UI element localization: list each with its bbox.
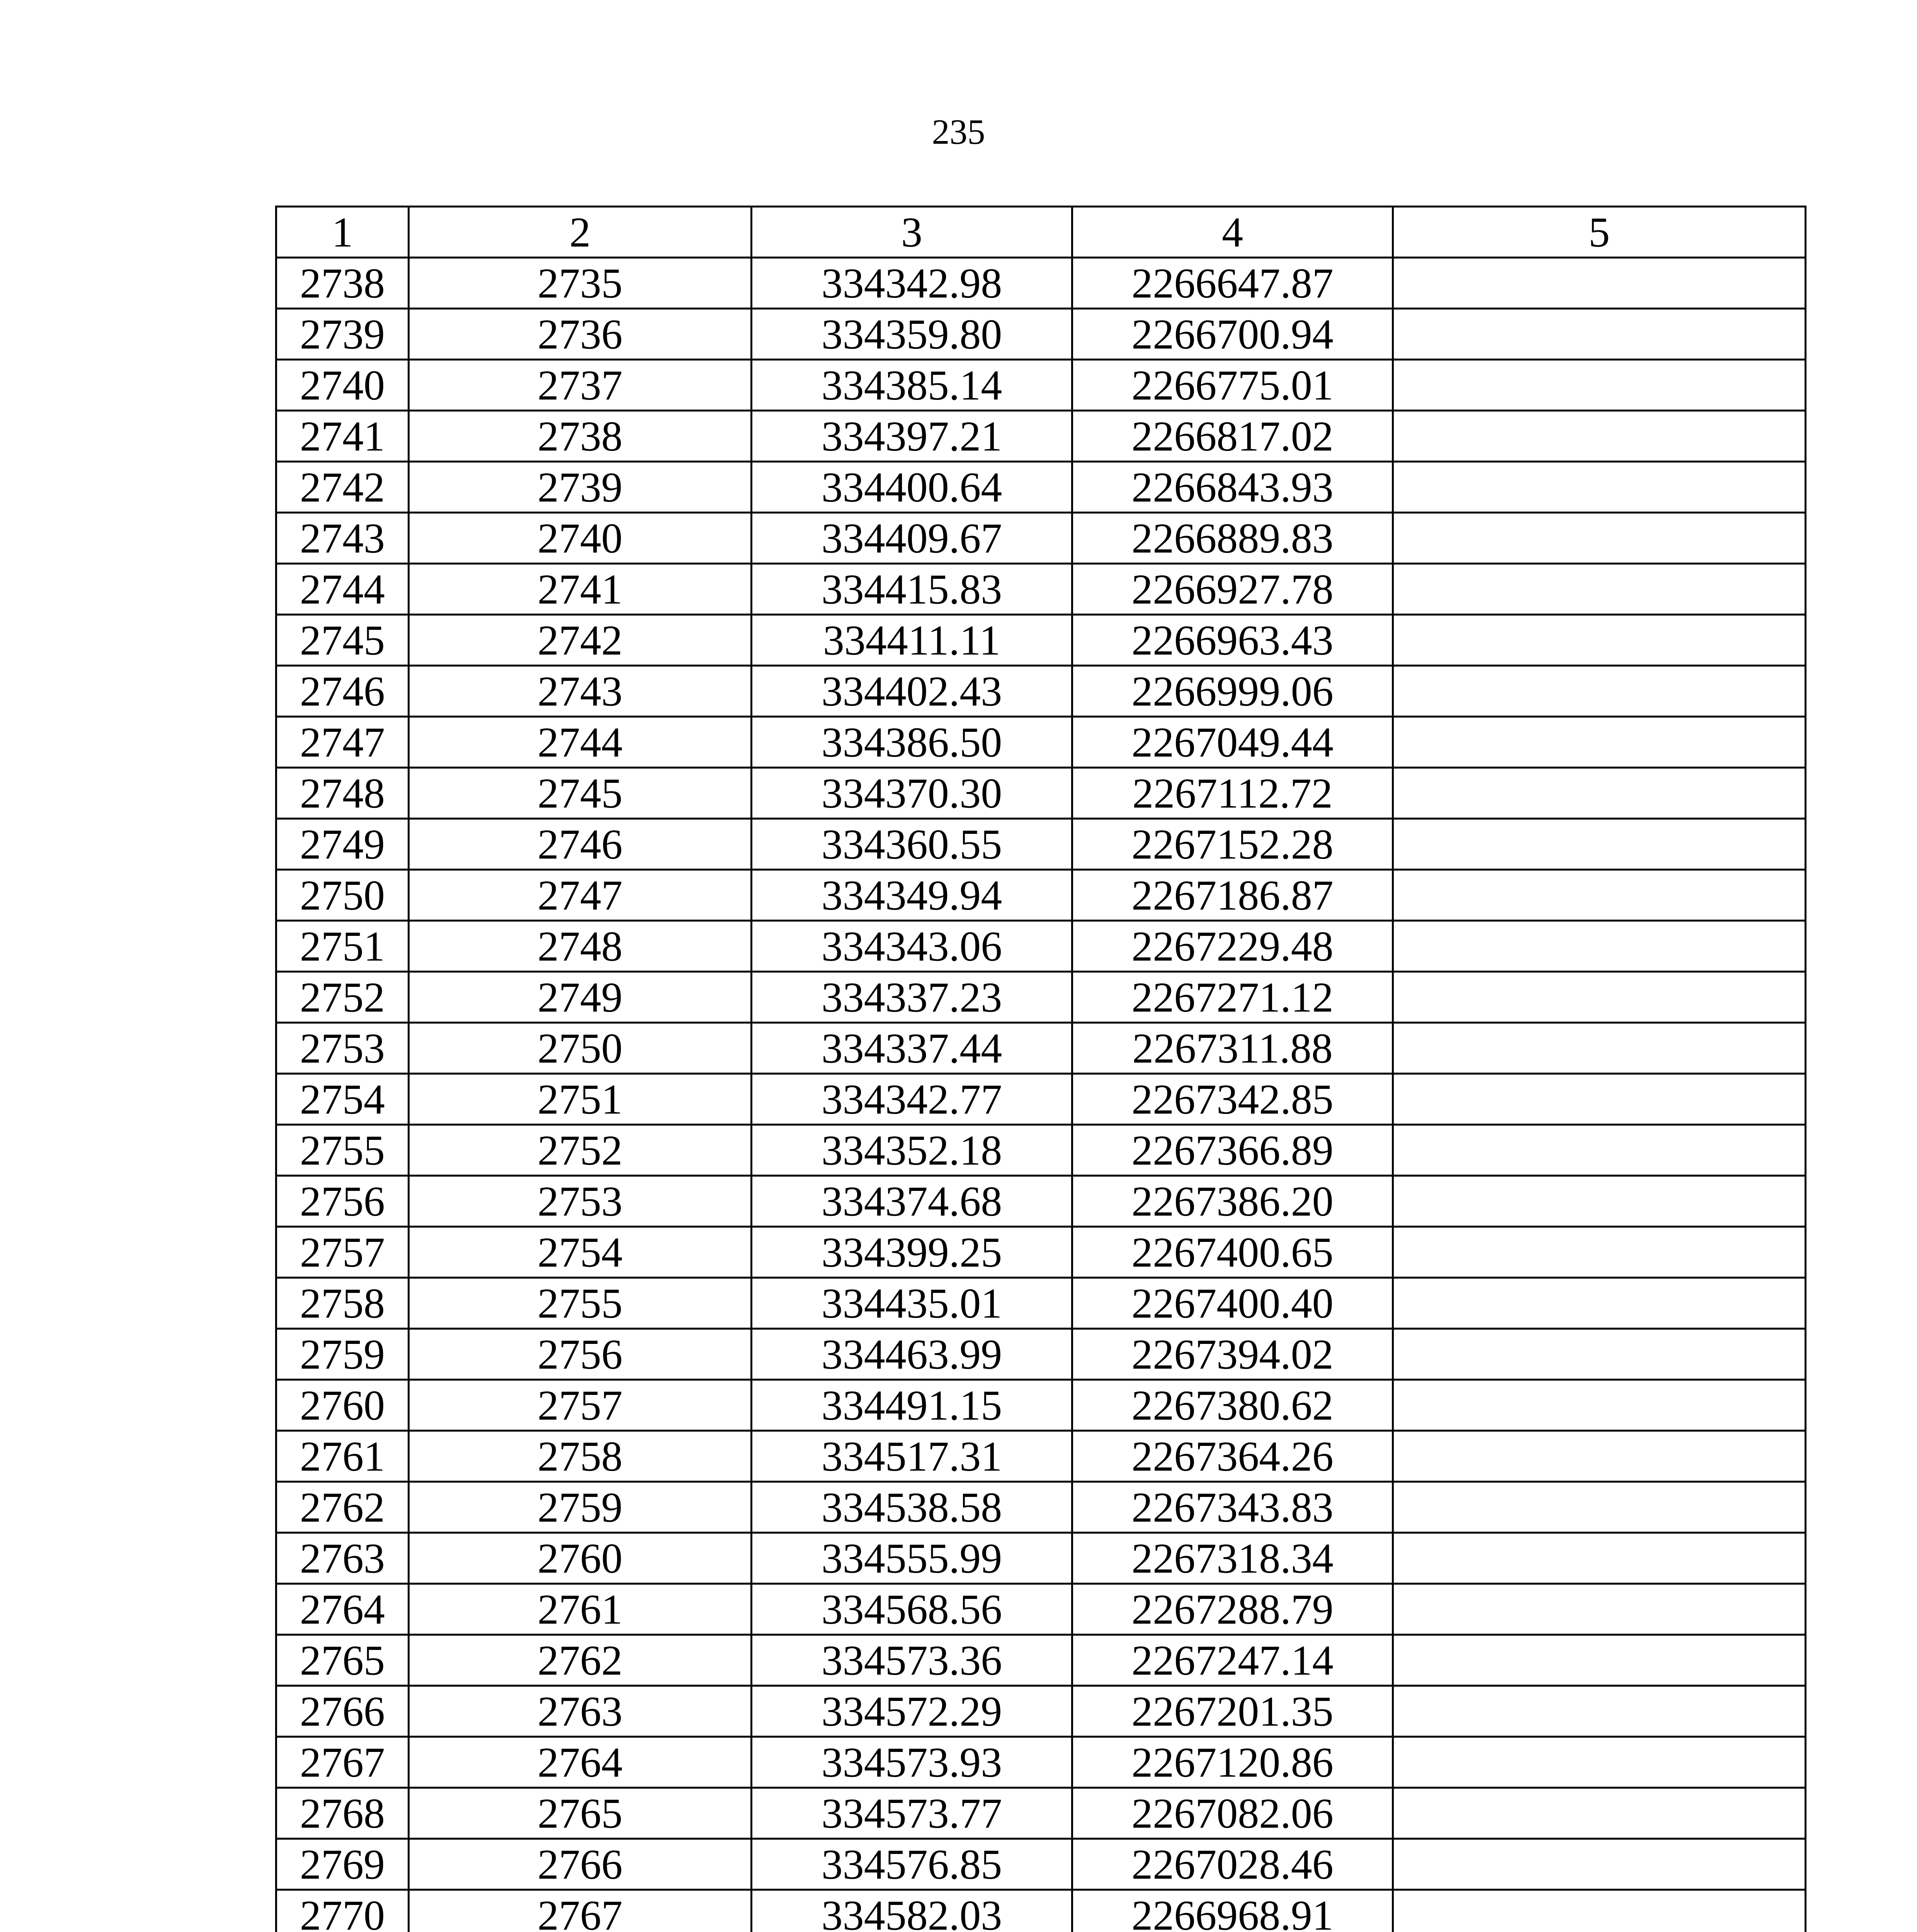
table-cell: 2764 xyxy=(409,1737,752,1788)
table-cell: 2747 xyxy=(276,717,409,768)
table-cell: 2266775.01 xyxy=(1072,360,1393,411)
table-cell: 334409.67 xyxy=(752,513,1072,564)
table-cell: 334360.55 xyxy=(752,819,1072,870)
column-header: 5 xyxy=(1393,207,1806,258)
table-cell xyxy=(1393,717,1806,768)
table-cell xyxy=(1393,666,1806,717)
table-row xyxy=(276,615,1806,666)
table-cell xyxy=(1393,513,1806,564)
table-cell: 2266817.02 xyxy=(1072,411,1393,462)
table-cell xyxy=(1393,1482,1806,1533)
table-cell: 334517.31 xyxy=(752,1431,1072,1482)
table-cell: 2749 xyxy=(276,819,409,870)
table-cell: 2266647.87 xyxy=(1072,258,1393,309)
table-cell: 334402.43 xyxy=(752,666,1072,717)
table-cell: 334573.36 xyxy=(752,1635,1072,1686)
table-cell: 2757 xyxy=(409,1380,752,1431)
table-cell xyxy=(1393,1329,1806,1380)
coordinates-table xyxy=(275,206,1806,1932)
table-row xyxy=(276,1278,1806,1329)
table-row xyxy=(276,921,1806,972)
table-row xyxy=(276,1890,1806,1932)
table-row xyxy=(276,819,1806,870)
table-row xyxy=(276,360,1806,411)
table-cell: 2266927.78 xyxy=(1072,564,1393,615)
table-cell xyxy=(1393,921,1806,972)
table-cell: 2768 xyxy=(276,1788,409,1839)
table-cell: 2757 xyxy=(276,1227,409,1278)
table-cell xyxy=(1393,1431,1806,1482)
table-cell: 2267247.14 xyxy=(1072,1635,1393,1686)
table-cell: 2266999.06 xyxy=(1072,666,1393,717)
table-row xyxy=(276,1584,1806,1635)
table-cell: 2745 xyxy=(409,768,752,819)
table-cell: 2740 xyxy=(276,360,409,411)
table-row xyxy=(276,1635,1806,1686)
table-cell: 2749 xyxy=(409,972,752,1023)
table-cell: 2267364.26 xyxy=(1072,1431,1393,1482)
table-cell: 2750 xyxy=(409,1023,752,1074)
table-cell xyxy=(1393,1890,1806,1932)
table-cell xyxy=(1393,819,1806,870)
table-cell: 2737 xyxy=(409,360,752,411)
table-row xyxy=(276,309,1806,360)
table-cell: 2267201.35 xyxy=(1072,1686,1393,1737)
table-cell: 2753 xyxy=(409,1176,752,1227)
table-cell: 334352.18 xyxy=(752,1125,1072,1176)
table-cell: 334349.94 xyxy=(752,870,1072,921)
table-cell: 2767 xyxy=(276,1737,409,1788)
table-row xyxy=(276,411,1806,462)
table-cell: 2267400.65 xyxy=(1072,1227,1393,1278)
table-cell: 2756 xyxy=(276,1176,409,1227)
table-cell: 2755 xyxy=(409,1278,752,1329)
table-cell: 334491.15 xyxy=(752,1380,1072,1431)
table-cell: 2266968.91 xyxy=(1072,1890,1393,1932)
table-cell: 334400.64 xyxy=(752,462,1072,513)
table-row xyxy=(276,1686,1806,1737)
table-row xyxy=(276,1431,1806,1482)
table-cell: 2738 xyxy=(276,258,409,309)
table-cell: 334572.29 xyxy=(752,1686,1072,1737)
table-cell: 2751 xyxy=(276,921,409,972)
table-cell: 2740 xyxy=(409,513,752,564)
table-cell: 2267343.83 xyxy=(1072,1482,1393,1533)
table-cell: 2766 xyxy=(276,1686,409,1737)
table-cell: 2744 xyxy=(276,564,409,615)
column-header: 1 xyxy=(276,207,409,258)
table-cell: 2744 xyxy=(409,717,752,768)
table-cell: 334359.80 xyxy=(752,309,1072,360)
table-cell xyxy=(1393,1074,1806,1125)
table-cell: 2769 xyxy=(276,1839,409,1890)
table-row xyxy=(276,666,1806,717)
table-cell xyxy=(1393,1686,1806,1737)
table-cell xyxy=(1393,1839,1806,1890)
table-cell: 334555.99 xyxy=(752,1533,1072,1584)
table-cell: 334385.14 xyxy=(752,360,1072,411)
table-cell xyxy=(1393,870,1806,921)
table-cell: 2267028.46 xyxy=(1072,1839,1393,1890)
table-cell: 2267152.28 xyxy=(1072,819,1393,870)
table-cell: 334573.77 xyxy=(752,1788,1072,1839)
table-cell: 2746 xyxy=(276,666,409,717)
table-row xyxy=(276,1329,1806,1380)
table-cell: 334337.44 xyxy=(752,1023,1072,1074)
table-row xyxy=(276,1839,1806,1890)
table-cell: 2767 xyxy=(409,1890,752,1932)
table-cell: 334342.77 xyxy=(752,1074,1072,1125)
table-cell xyxy=(1393,1125,1806,1176)
table-cell xyxy=(1393,1584,1806,1635)
table-cell xyxy=(1393,258,1806,309)
table-cell: 2735 xyxy=(409,258,752,309)
table-cell xyxy=(1393,615,1806,666)
table-cell: 2266963.43 xyxy=(1072,615,1393,666)
table-cell xyxy=(1393,462,1806,513)
table-cell: 2759 xyxy=(276,1329,409,1380)
table-cell: 334370.30 xyxy=(752,768,1072,819)
table-cell: 334463.99 xyxy=(752,1329,1072,1380)
table-cell: 2742 xyxy=(276,462,409,513)
table-cell: 334435.01 xyxy=(752,1278,1072,1329)
table-cell xyxy=(1393,1380,1806,1431)
table-cell: 2748 xyxy=(409,921,752,972)
table-cell: 2764 xyxy=(276,1584,409,1635)
table-cell xyxy=(1393,564,1806,615)
column-header: 2 xyxy=(409,207,752,258)
column-header: 4 xyxy=(1072,207,1393,258)
table-cell: 334374.68 xyxy=(752,1176,1072,1227)
table-cell: 2765 xyxy=(276,1635,409,1686)
table-cell: 2756 xyxy=(409,1329,752,1380)
table-header-row xyxy=(276,207,1806,258)
table-cell: 334573.93 xyxy=(752,1737,1072,1788)
table-cell: 2763 xyxy=(409,1686,752,1737)
table-cell: 2267394.02 xyxy=(1072,1329,1393,1380)
table-row xyxy=(276,870,1806,921)
table-cell: 2267288.79 xyxy=(1072,1584,1393,1635)
table-cell: 2267082.06 xyxy=(1072,1788,1393,1839)
table-cell: 2267229.48 xyxy=(1072,921,1393,972)
table-cell: 2267120.86 xyxy=(1072,1737,1393,1788)
table-cell: 2748 xyxy=(276,768,409,819)
table-cell: 2754 xyxy=(409,1227,752,1278)
table-cell: 2762 xyxy=(409,1635,752,1686)
table-cell: 2758 xyxy=(276,1278,409,1329)
table-cell: 2267271.12 xyxy=(1072,972,1393,1023)
table-row xyxy=(276,258,1806,309)
table-row xyxy=(276,1737,1806,1788)
table-cell: 334399.25 xyxy=(752,1227,1072,1278)
table-cell: 2267380.62 xyxy=(1072,1380,1393,1431)
table-cell: 334582.03 xyxy=(752,1890,1072,1932)
table-cell: 2760 xyxy=(276,1380,409,1431)
table-cell: 334342.98 xyxy=(752,258,1072,309)
table-cell: 2755 xyxy=(276,1125,409,1176)
table-cell: 2770 xyxy=(276,1890,409,1932)
table-row xyxy=(276,1533,1806,1584)
table-cell: 2760 xyxy=(409,1533,752,1584)
table-cell: 2763 xyxy=(276,1533,409,1584)
table-cell: 334411.11 xyxy=(752,615,1072,666)
table-cell: 2266700.94 xyxy=(1072,309,1393,360)
table-cell: 2738 xyxy=(409,411,752,462)
table-cell: 2751 xyxy=(409,1074,752,1125)
table-cell xyxy=(1393,768,1806,819)
table-cell xyxy=(1393,1227,1806,1278)
table-cell xyxy=(1393,1635,1806,1686)
table-body xyxy=(276,258,1806,1932)
table-row xyxy=(276,1176,1806,1227)
table-cell xyxy=(1393,972,1806,1023)
table-cell xyxy=(1393,1533,1806,1584)
table-cell: 2743 xyxy=(276,513,409,564)
table-cell xyxy=(1393,1176,1806,1227)
table-row xyxy=(276,1788,1806,1839)
table-cell: 334538.58 xyxy=(752,1482,1072,1533)
table-cell: 2266889.83 xyxy=(1072,513,1393,564)
table-cell xyxy=(1393,1278,1806,1329)
table-cell: 2267400.40 xyxy=(1072,1278,1393,1329)
table-cell: 2741 xyxy=(276,411,409,462)
table-cell: 334415.83 xyxy=(752,564,1072,615)
table-cell: 2762 xyxy=(276,1482,409,1533)
table-cell: 2267342.85 xyxy=(1072,1074,1393,1125)
table-cell: 334397.21 xyxy=(752,411,1072,462)
table-cell: 2753 xyxy=(276,1023,409,1074)
table-row xyxy=(276,564,1806,615)
table-row xyxy=(276,972,1806,1023)
table-cell: 2741 xyxy=(409,564,752,615)
table-cell: 2267386.20 xyxy=(1072,1176,1393,1227)
table-cell: 334337.23 xyxy=(752,972,1072,1023)
table-cell: 2267311.88 xyxy=(1072,1023,1393,1074)
table-cell: 2759 xyxy=(409,1482,752,1533)
table-cell: 2754 xyxy=(276,1074,409,1125)
table-cell: 2758 xyxy=(409,1431,752,1482)
table-row xyxy=(276,1482,1806,1533)
table-cell xyxy=(1393,360,1806,411)
table-cell: 2267366.89 xyxy=(1072,1125,1393,1176)
table-cell: 2761 xyxy=(409,1584,752,1635)
page-number: 235 xyxy=(932,112,985,151)
table-cell: 2752 xyxy=(276,972,409,1023)
table-cell: 2746 xyxy=(409,819,752,870)
table-cell: 2736 xyxy=(409,309,752,360)
table-cell: 334343.06 xyxy=(752,921,1072,972)
table-cell: 2267186.87 xyxy=(1072,870,1393,921)
table-cell: 2742 xyxy=(409,615,752,666)
table-cell xyxy=(1393,1788,1806,1839)
table-cell: 2747 xyxy=(409,870,752,921)
table-cell: 2745 xyxy=(276,615,409,666)
table-row xyxy=(276,1380,1806,1431)
table-cell: 2739 xyxy=(409,462,752,513)
table-cell: 2739 xyxy=(276,309,409,360)
table-cell: 2266843.93 xyxy=(1072,462,1393,513)
table-cell: 2766 xyxy=(409,1839,752,1890)
table-cell: 334576.85 xyxy=(752,1839,1072,1890)
table-cell xyxy=(1393,309,1806,360)
table-row xyxy=(276,513,1806,564)
table-cell: 2750 xyxy=(276,870,409,921)
table-cell: 334386.50 xyxy=(752,717,1072,768)
table-cell: 2743 xyxy=(409,666,752,717)
table-row xyxy=(276,1074,1806,1125)
table-cell: 2765 xyxy=(409,1788,752,1839)
table-cell xyxy=(1393,411,1806,462)
table-row xyxy=(276,1125,1806,1176)
table-cell xyxy=(1393,1023,1806,1074)
table-cell: 334568.56 xyxy=(752,1584,1072,1635)
table-cell: 2752 xyxy=(409,1125,752,1176)
table-cell: 2267112.72 xyxy=(1072,768,1393,819)
table-cell: 2267318.34 xyxy=(1072,1533,1393,1584)
table-row xyxy=(276,462,1806,513)
table-row xyxy=(276,717,1806,768)
table-row xyxy=(276,1023,1806,1074)
column-header: 3 xyxy=(752,207,1072,258)
table-cell xyxy=(1393,1737,1806,1788)
table-row xyxy=(276,1227,1806,1278)
table-cell: 2761 xyxy=(276,1431,409,1482)
table-row xyxy=(276,768,1806,819)
table-cell: 2267049.44 xyxy=(1072,717,1393,768)
